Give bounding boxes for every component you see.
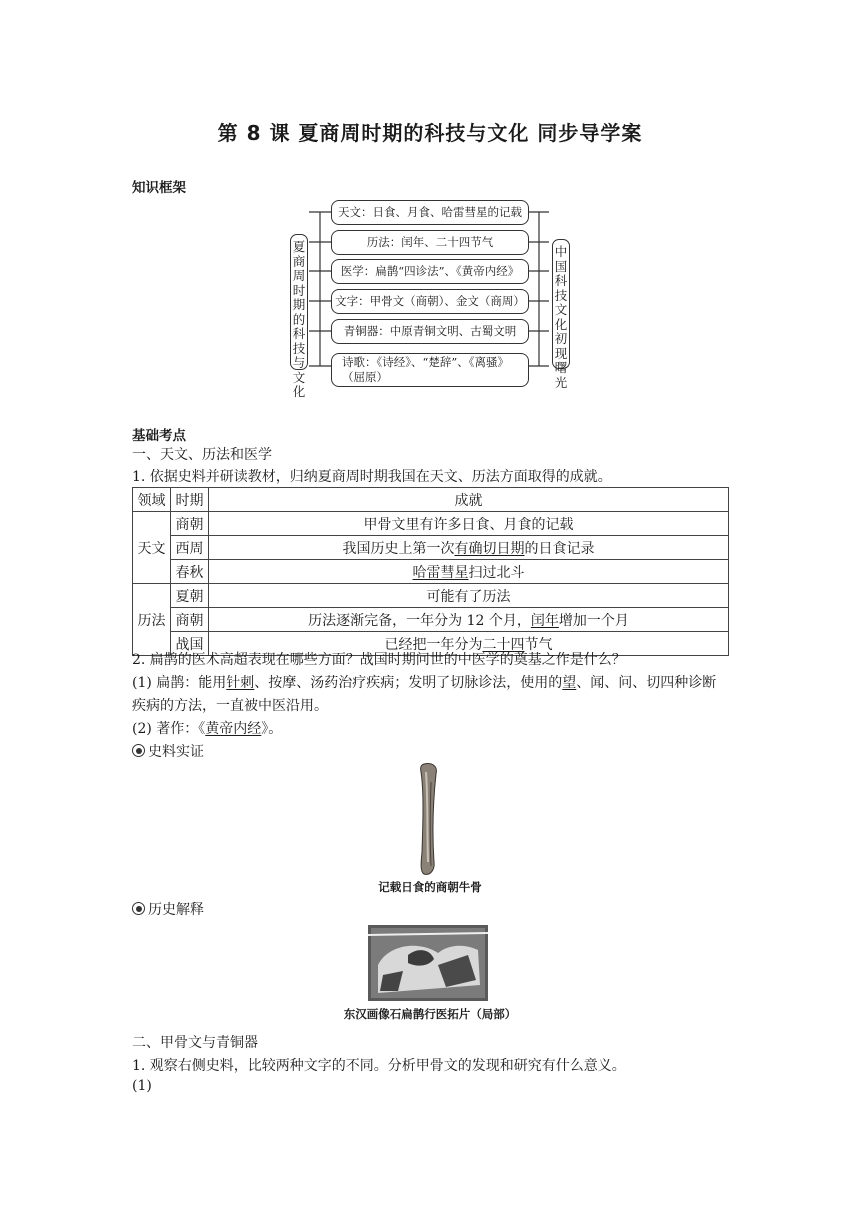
framework-heading: 知识框架	[132, 180, 186, 196]
answer-2-1: (1) 扁鹊：能用针刺、按摩、汤药治疗疾病；发明了切脉诊法，使用的望、闻、问、切四种诊断	[132, 675, 717, 691]
image-caption: 东汉画像石扁鹊行医拓片（局部）	[343, 1007, 517, 1021]
period-cell: 西周	[171, 536, 209, 560]
table-header: 成就	[209, 488, 729, 512]
period-cell: 春秋	[171, 560, 209, 584]
period-cell: 商朝	[171, 608, 209, 632]
achievement-cell: 可能有了历法	[209, 584, 729, 608]
table-header: 领域	[133, 488, 171, 512]
period-cell: 商朝	[171, 512, 209, 536]
framework-item: 天文：日食、月食、哈雷彗星的记载	[331, 200, 529, 225]
question-3: 1. 观察右侧史料，比较两种文字的不同。分析甲骨文的发现和研究有什么意义。	[132, 1058, 626, 1074]
rubbing-image	[368, 925, 488, 1001]
answer-2-2: (2) 著作：《黄帝内经》。	[132, 721, 283, 737]
table-header: 时期	[171, 488, 209, 512]
framework-item: 诗歌：《诗经》、“楚辞”、《离骚》（屈原）	[331, 353, 529, 387]
bullet-icon	[132, 744, 145, 757]
page-title: 第 8 课 夏商周时期的科技与文化 同步导学案	[217, 121, 643, 145]
answer-3-1: (1)	[132, 1078, 152, 1094]
framework-item: 青铜器：中原青铜文明、古蜀文明	[331, 319, 529, 344]
framework-right-label: 中国科技文化初现曙光	[552, 239, 570, 369]
achievement-cell: 已经把一年分为二十四节气	[209, 632, 729, 656]
framework-item: 医学：扁鹊“四诊法”、《黄帝内经》	[331, 259, 529, 284]
achievement-cell: 我国历史上第一次有确切日期的日食记录	[209, 536, 729, 560]
domain-cell: 天文	[133, 512, 171, 584]
interpret-label: 历史解释	[132, 899, 204, 919]
part2-heading: 二、甲骨文与青铜器	[132, 1035, 258, 1051]
achievement-table	[132, 487, 729, 656]
question-1: 1. 依据史料并研读教材，归纳夏商周时期我国在天文、历法方面取得的成就。	[132, 469, 612, 485]
period-cell: 夏朝	[171, 584, 209, 608]
achievement-cell: 哈雷彗星扫过北斗	[209, 560, 729, 584]
answer-2-1-cont: 疾病的方法，一直被中医沿用。	[132, 698, 328, 714]
evidence-label: 史料实证	[132, 741, 204, 761]
framework-left-label: 夏商周时期的科技与文化	[290, 234, 308, 370]
period-cell: 战国	[171, 632, 209, 656]
domain-cell: 历法	[133, 584, 171, 656]
achievement-cell: 历法逐渐完备，一年分为 12 个月，闰年增加一个月	[209, 608, 729, 632]
framework-item: 文字：甲骨文（商朝）、金文（商周）	[331, 289, 529, 314]
bullet-icon	[132, 902, 145, 915]
achievement-cell: 甲骨文里有许多日食、月食的记载	[209, 512, 729, 536]
basics-heading: 基础考点	[132, 428, 186, 444]
framework-item: 历法：闰年、二十四节气	[331, 230, 529, 255]
image-caption: 记载日食的商朝牛骨	[378, 880, 482, 894]
question-2: 2. 扁鹊的医术高超表现在哪些方面？战国时期问世的中医学的奠基之作是什么？	[132, 652, 626, 668]
part1-heading: 一、天文、历法和医学	[132, 447, 272, 463]
ox-bone-image	[416, 762, 450, 878]
